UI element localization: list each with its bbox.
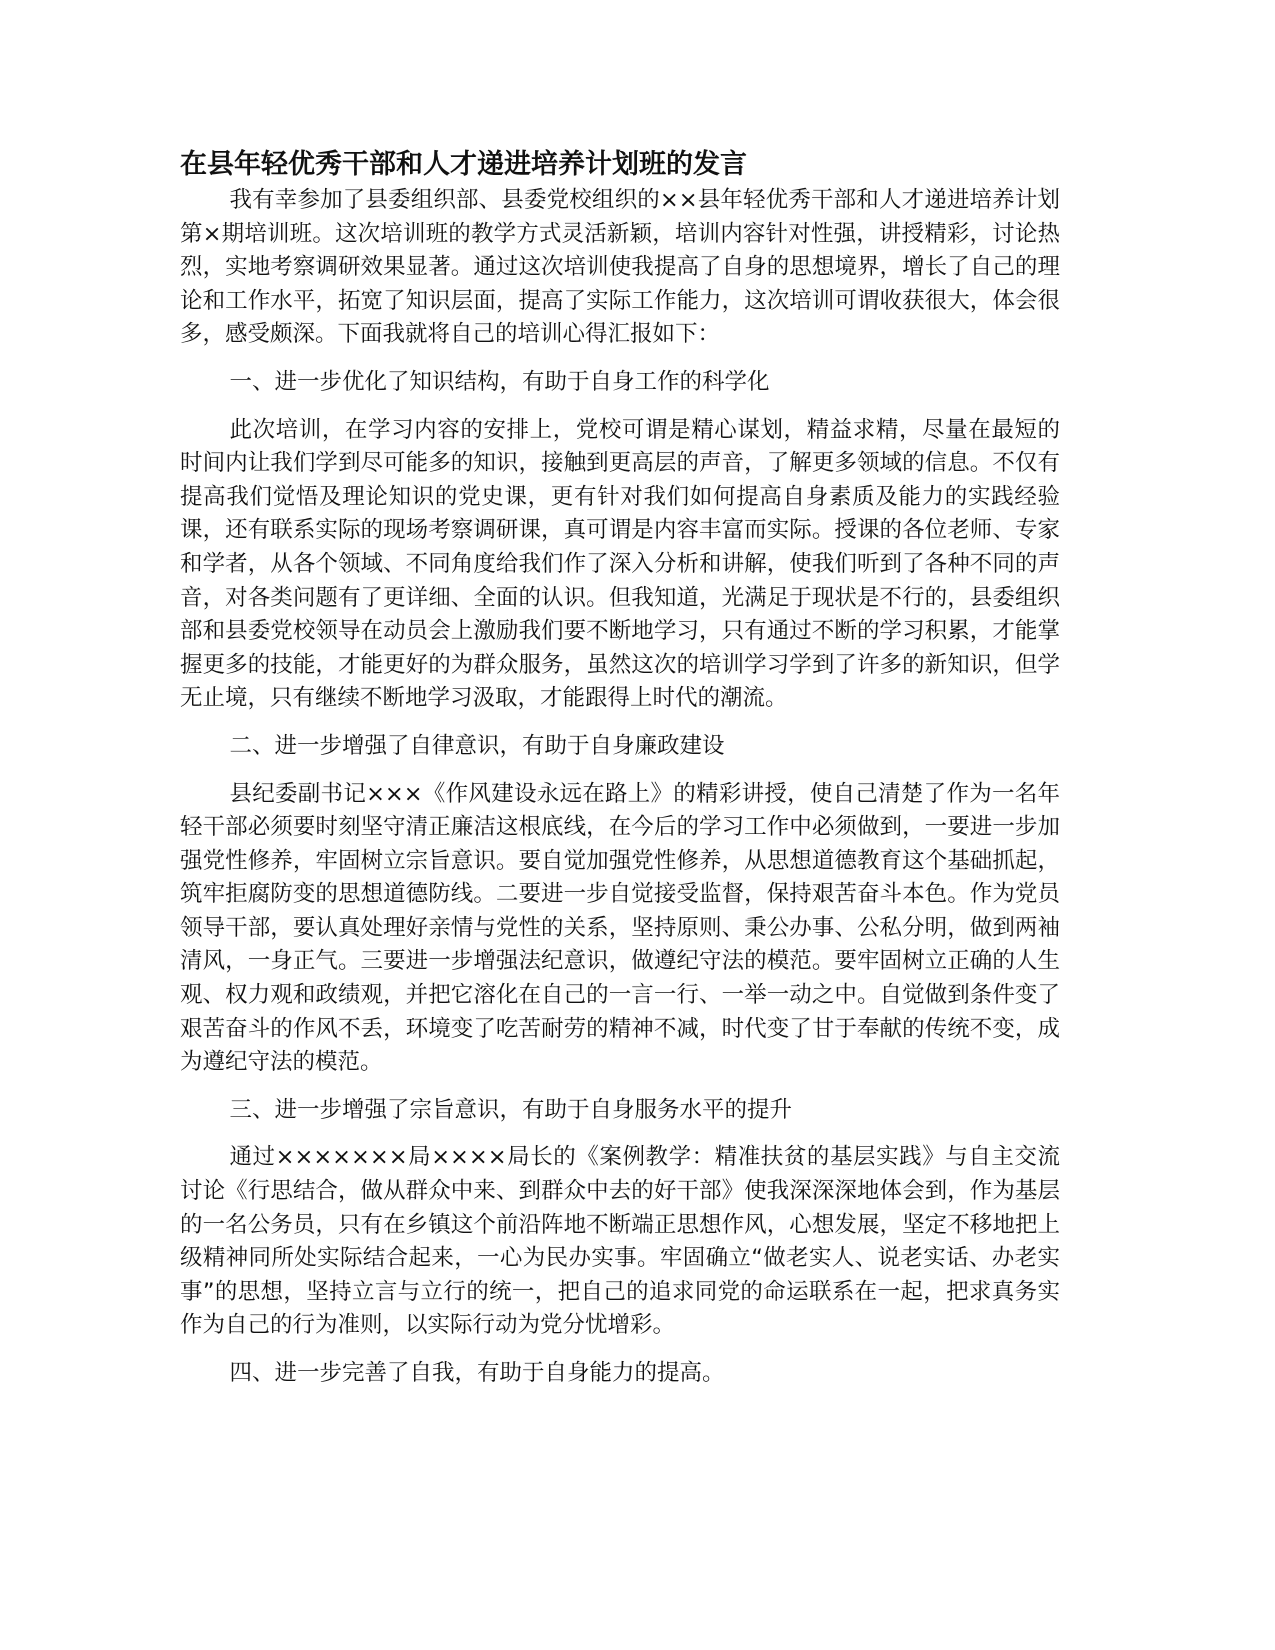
document-page (180, 146, 1060, 1405)
section-heading-3: 三、进一步增强了宗旨意识，有助于自身服务水平的提升 (229, 1096, 793, 1123)
section-heading-2: 二、进一步增强了自律意识，有助于自身廉政建设 (229, 732, 725, 759)
intro-paragraph: 我有幸参加了县委组织部、县委党校组织的××县年轻优秀干部和人才递进培养计划第×期培训班。这次培训班的教学方式灵活新颖，培训内容针对性强，讲授精彩，讨论热烈，实地考察调研效果显著。通过这次培训使我提高了自身的思想境界，增长了自己的理论和工作水平，拓宽了知识层面，提高了实际工作能力，这次培训可谓收获很大，体会很多，感受颇深。下面我就将自己的培训心得汇报如下： (180, 187, 1060, 348)
section-body-2: 县纪委副书记×××《作风建设永远在路上》的精彩讲授，使自己清楚了作为一名年轻干部必须要时刻坚守清正廉洁这根底线，在今后的学习工作中必须做到，一要进一步加强党性修养，牢固树立宗旨意识。要自觉加强党性修养，从思想道德教育这个基础抓起，筑牢拒腐防变的思想道德防线。二要进一步自觉接受监督，保持艰苦奋斗本色。作为党员领导干部，要认真处理好亲情与党性的关系，坚持原则、秉公办事、公私分明，做到两袖清风，一身正气。三要进一步增强法纪意识，做遵纪守法的模范。要牢固树立正确的人生观、权力观和政绩观，并把它溶化在自己的一言一行、一举一动之中。自觉做到条件变了艰苦奋斗的作风不丢，环境变了吃苦耐劳的精神不减，时代变了甘于奉献的传统不变，成为遵纪守法的模范。 (180, 780, 1060, 1076)
section-heading-4: 四、进一步完善了自我，有助于自身能力的提高。 (229, 1360, 725, 1386)
section-heading-1: 一、进一步优化了知识结构，有助于自身工作的科学化 (229, 368, 770, 395)
section-body-3: 通过×××××××局××××局长的《案例教学：精准扶贫的基层实践》与自主交流讨论《行思结合，做从群众中来、到群众中去的好干部》使我深深深地体会到，作为基层的一名公务员，只有在乡镇这个前沿阵地不断端正思想作风，心想发展，坚定不移地把上级精神同所处实际结合起来，一心为民办实事。牢固确立“做老实人、说老实话、办老实事”的思想，坚持立言与立行的统一，把自己的追求同党的命运联系在一起，把求真务实作为自己的行为准则，以实际行动为党分忧增彩。 (180, 1144, 1060, 1339)
document-title: 在县年轻优秀干部和人才递进培养计划班的发言 (180, 149, 747, 180)
section-body-1: 此次培训，在学习内容的安排上，党校可谓是精心谋划，精益求精，尽量在最短的时间内让我们学到尽可能多的知识，接触到更高层的声音，了解更多领域的信息。不仅有提高我们觉悟及理论知识的党史课，更有针对我们如何提高自身素质及能力的实践经验课，还有联系实际的现场考察调研课，真可谓是内容丰富而实际。授课的各位老师、专家和学者，从各个领域、不同角度给我们作了深入分析和讲解，使我们听到了各种不同的声音，对各类问题有了更详细、全面的认识。但我知道，光满足于现状是不行的，县委组织部和县委党校领导在动员会上激励我们要不断地学习，只有通过不断的学习积累，才能掌握更多的技能，才能更好的为群众服务，虽然这次的培训学习学到了许多的新知识，但学无止境，只有继续不断地学习汲取，才能跟得上时代的潮流。 (180, 416, 1060, 712)
